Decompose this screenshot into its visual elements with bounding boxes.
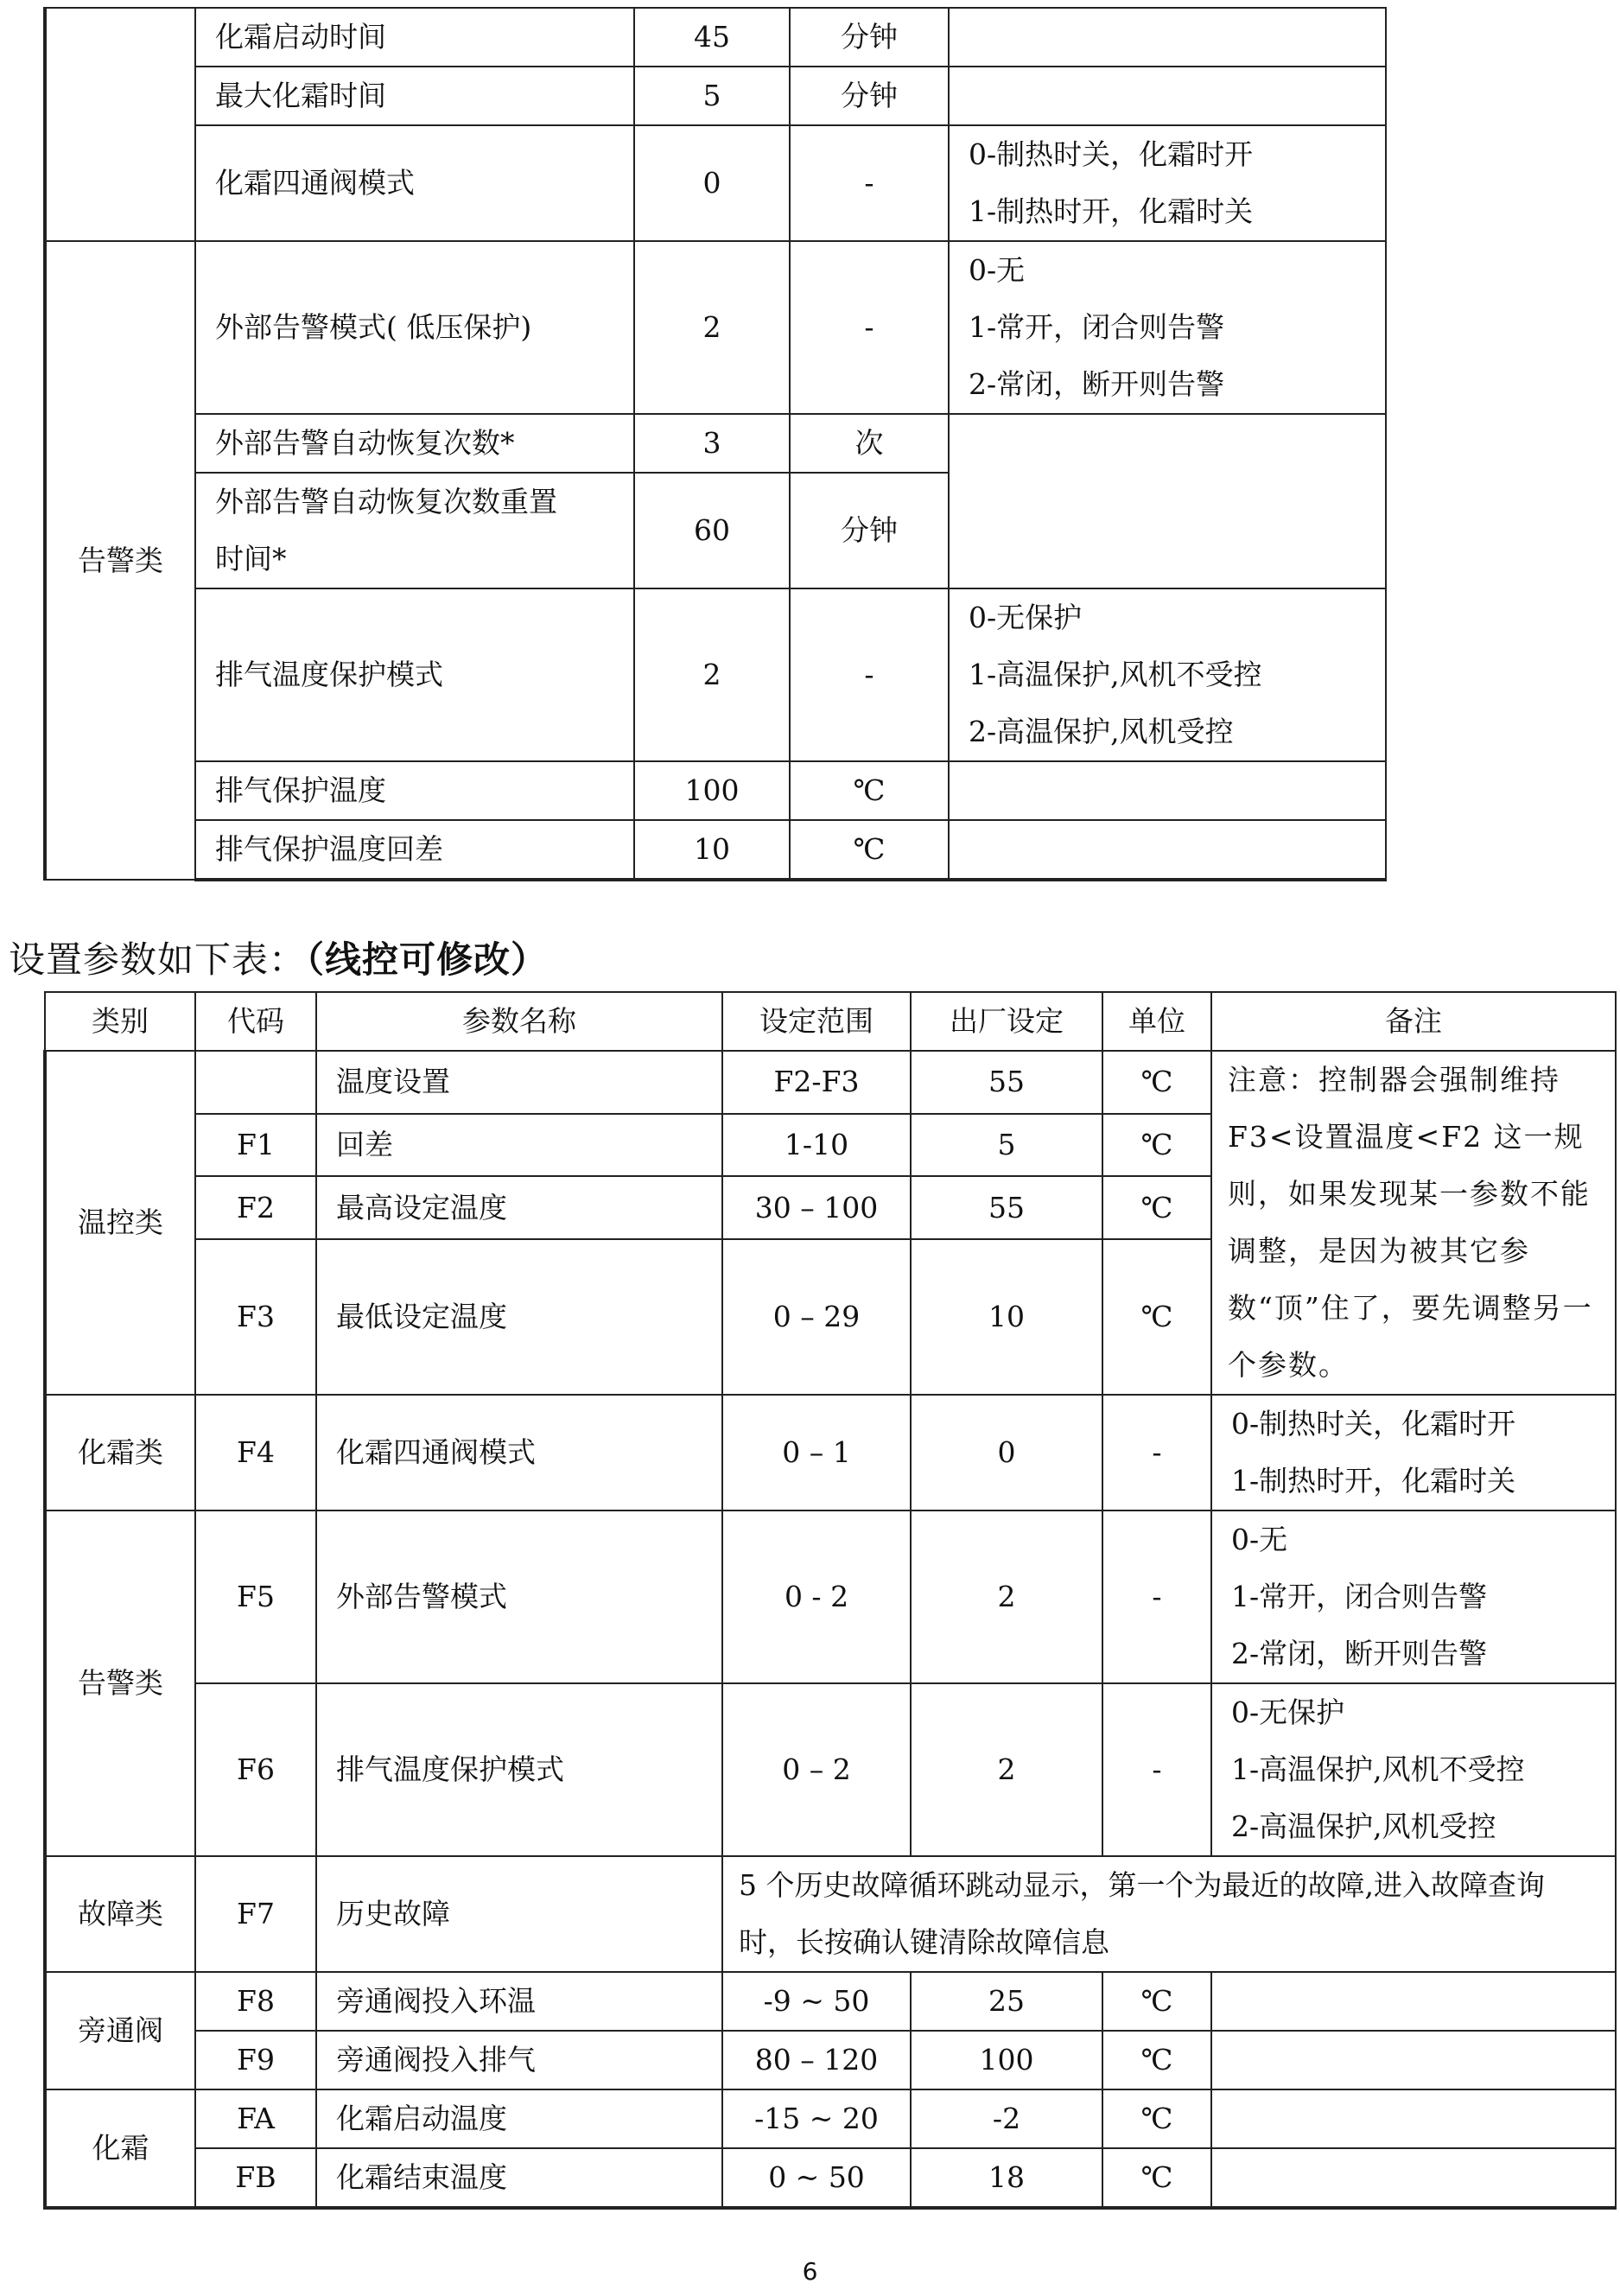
param-name: 旁通阀投入排气 bbox=[316, 2031, 722, 2089]
table-row bbox=[45, 1511, 1616, 1683]
param-value: 0 bbox=[634, 125, 790, 241]
param-value: 100 bbox=[634, 761, 790, 820]
note-line: 1-常开，闭合则告警 bbox=[1231, 1580, 1488, 1613]
param-note bbox=[949, 414, 1386, 588]
top-parameter-table bbox=[43, 7, 1387, 881]
param-unit: 分钟 bbox=[790, 67, 949, 125]
note-line: 0-无 bbox=[969, 253, 1026, 287]
note-line: 2-常闭，断开则告警 bbox=[1231, 1637, 1488, 1670]
param-note bbox=[1211, 2031, 1616, 2089]
param-unit: ℃ bbox=[1102, 1239, 1211, 1395]
table-row bbox=[45, 1683, 1616, 1856]
column-header: 参数名称 bbox=[316, 992, 722, 1051]
table-row bbox=[45, 1856, 1616, 1972]
page-number: 6 bbox=[802, 2257, 818, 2286]
note-line: 0-无 bbox=[1231, 1523, 1288, 1556]
note-line: 1-制热时开，化霜时关 bbox=[1231, 1464, 1516, 1498]
param-name: 最高设定温度 bbox=[316, 1176, 722, 1239]
param-note bbox=[949, 8, 1386, 67]
param-range: 30 – 100 bbox=[722, 1176, 911, 1239]
param-name: 化霜启动时间 bbox=[195, 8, 634, 67]
param-value: 45 bbox=[634, 8, 790, 67]
param-unit: 分钟 bbox=[790, 473, 949, 588]
note-line: 1-高温保护,风机不受控 bbox=[1231, 1752, 1525, 1786]
table-header-row bbox=[45, 992, 1616, 1051]
param-code: F5 bbox=[195, 1511, 316, 1683]
column-header: 设定范围 bbox=[722, 992, 911, 1051]
note-line: 0-无保护 bbox=[969, 601, 1083, 634]
param-range: 0 – 1 bbox=[722, 1395, 911, 1511]
param-value: 3 bbox=[634, 414, 790, 473]
param-value: 10 bbox=[634, 820, 790, 880]
param-unit: ℃ bbox=[790, 820, 949, 880]
param-unit: ℃ bbox=[1102, 1051, 1211, 1114]
param-unit: - bbox=[1102, 1511, 1211, 1683]
param-code: FB bbox=[195, 2148, 316, 2208]
table-row bbox=[45, 588, 1386, 761]
table-row bbox=[45, 8, 1386, 67]
param-unit: - bbox=[1102, 1683, 1211, 1856]
category-alarm: 告警类 bbox=[45, 241, 195, 880]
param-name bbox=[195, 473, 634, 588]
param-factory: 2 bbox=[911, 1511, 1102, 1683]
param-name: 排气保护温度回差 bbox=[195, 820, 634, 880]
heading-bold: （线控可修改） bbox=[306, 938, 549, 981]
table-row bbox=[45, 820, 1386, 880]
param-range: 1-10 bbox=[722, 1114, 911, 1177]
category-fault: 故障类 bbox=[45, 1856, 195, 1972]
settings-parameter-table bbox=[43, 991, 1617, 2210]
param-code: F8 bbox=[195, 1972, 316, 2031]
param-note bbox=[949, 761, 1386, 820]
param-factory: 18 bbox=[911, 2148, 1102, 2208]
param-factory: 100 bbox=[911, 2031, 1102, 2089]
param-code: F2 bbox=[195, 1176, 316, 1239]
note-line: 1-制热时开，化霜时关 bbox=[969, 194, 1254, 228]
category-alarm: 告警类 bbox=[45, 1511, 195, 1856]
param-name: 化霜结束温度 bbox=[316, 2148, 722, 2208]
param-note bbox=[1211, 2089, 1616, 2148]
param-unit: - bbox=[790, 125, 949, 241]
param-name: 化霜启动温度 bbox=[316, 2089, 722, 2148]
param-factory: 55 bbox=[911, 1051, 1102, 1114]
param-code: F9 bbox=[195, 2031, 316, 2089]
category-defrost: 化霜类 bbox=[45, 1395, 195, 1511]
table-row bbox=[45, 1972, 1616, 2031]
param-name: 排气温度保护模式 bbox=[195, 588, 634, 761]
param-name: 最大化霜时间 bbox=[195, 67, 634, 125]
param-factory: 25 bbox=[911, 1972, 1102, 2031]
note-line: 2-常闭，断开则告警 bbox=[969, 367, 1225, 401]
table-row bbox=[45, 2148, 1616, 2208]
table-row bbox=[45, 125, 1386, 241]
param-range: 0 – 29 bbox=[722, 1239, 911, 1395]
param-name: 最低设定温度 bbox=[316, 1239, 722, 1395]
section-heading bbox=[9, 932, 548, 983]
param-unit: ℃ bbox=[1102, 2148, 1211, 2208]
note-line: 0-无保护 bbox=[1231, 1695, 1345, 1729]
param-factory: 5 bbox=[911, 1114, 1102, 1177]
param-code: F6 bbox=[195, 1683, 316, 1856]
param-name: 历史故障 bbox=[316, 1856, 722, 1972]
param-name: 化霜四通阀模式 bbox=[195, 125, 634, 241]
category-bypass: 旁通阀 bbox=[45, 1972, 195, 2089]
note-line: 1-高温保护,风机不受控 bbox=[969, 658, 1262, 691]
table-row bbox=[45, 67, 1386, 125]
param-unit: ℃ bbox=[1102, 1114, 1211, 1177]
param-factory: 55 bbox=[911, 1176, 1102, 1239]
note-line: 2-高温保护,风机受控 bbox=[969, 715, 1234, 748]
param-value: 60 bbox=[634, 473, 790, 588]
param-factory: -2 bbox=[911, 2089, 1102, 2148]
name-line: 外部告警自动恢复次数重置 bbox=[215, 485, 557, 518]
param-value: 2 bbox=[634, 241, 790, 414]
param-name: 排气温度保护模式 bbox=[316, 1683, 722, 1856]
param-code: F3 bbox=[195, 1239, 316, 1395]
column-header: 出厂设定 bbox=[911, 992, 1102, 1051]
param-unit: - bbox=[1102, 1395, 1211, 1511]
param-code: FA bbox=[195, 2089, 316, 2148]
param-range: 0 – 2 bbox=[722, 1683, 911, 1856]
param-factory: 2 bbox=[911, 1683, 1102, 1856]
param-range: -9 ~ 50 bbox=[722, 1972, 911, 2031]
name-line: 时间* bbox=[215, 542, 287, 576]
param-range: F2-F3 bbox=[722, 1051, 911, 1114]
param-name: 回差 bbox=[316, 1114, 722, 1177]
param-unit: ℃ bbox=[1102, 2031, 1211, 2089]
param-note bbox=[1211, 1972, 1616, 2031]
param-code bbox=[195, 1051, 316, 1114]
param-note bbox=[949, 588, 1386, 761]
param-note bbox=[1211, 2148, 1616, 2208]
param-name: 化霜四通阀模式 bbox=[316, 1395, 722, 1511]
table-row bbox=[45, 1051, 1616, 1114]
table-row bbox=[45, 2031, 1616, 2089]
param-code: F1 bbox=[195, 1114, 316, 1177]
param-unit: - bbox=[790, 241, 949, 414]
param-factory: 0 bbox=[911, 1395, 1102, 1511]
param-note bbox=[949, 125, 1386, 241]
column-header: 备注 bbox=[1211, 992, 1616, 1051]
param-unit: - bbox=[790, 588, 949, 761]
param-unit: ℃ bbox=[1102, 1176, 1211, 1239]
param-factory: 10 bbox=[911, 1239, 1102, 1395]
param-note bbox=[1211, 1395, 1616, 1511]
heading-prefix: 设置参数如下表： bbox=[9, 938, 307, 981]
category-temp: 温控类 bbox=[45, 1051, 195, 1395]
note-line: 2-高温保护,风机受控 bbox=[1231, 1809, 1496, 1843]
param-value: 5 bbox=[634, 67, 790, 125]
table-row bbox=[45, 761, 1386, 820]
category-defrost-temp: 化霜 bbox=[45, 2089, 195, 2208]
param-range: 80 – 120 bbox=[722, 2031, 911, 2089]
fault-note: 5 个历史故障循环跳动显示，第一个为最近的故障,进入故障查询时，长按确认键清除故障信息 bbox=[722, 1856, 1616, 1972]
param-unit: ℃ bbox=[1102, 1972, 1211, 2031]
column-header: 类别 bbox=[45, 992, 195, 1051]
param-unit: 次 bbox=[790, 414, 949, 473]
param-unit: ℃ bbox=[1102, 2089, 1211, 2148]
category-cell-empty bbox=[45, 8, 195, 241]
table-row bbox=[45, 1395, 1616, 1511]
param-code: F4 bbox=[195, 1395, 316, 1511]
column-header: 单位 bbox=[1102, 992, 1211, 1051]
table-row bbox=[45, 414, 1386, 473]
param-code: F7 bbox=[195, 1856, 316, 1972]
param-note bbox=[1211, 1683, 1616, 1856]
table-row bbox=[45, 2089, 1616, 2148]
param-note bbox=[1211, 1511, 1616, 1683]
param-name: 排气保护温度 bbox=[195, 761, 634, 820]
param-name: 外部告警模式 bbox=[316, 1511, 722, 1683]
param-value: 2 bbox=[634, 588, 790, 761]
temp-note: 注意：控制器会强制维持F3<设置温度<F2 这一规则，如果发现某一参数不能调整，是因为被其它参数“顶”住了，要先调整另一个参数。 bbox=[1211, 1051, 1616, 1395]
param-name: 外部告警模式( 低压保护) bbox=[195, 241, 634, 414]
note-line: 1-常开，闭合则告警 bbox=[969, 310, 1225, 344]
param-range: -15 ~ 20 bbox=[722, 2089, 911, 2148]
param-unit: 分钟 bbox=[790, 8, 949, 67]
param-range: 0 - 2 bbox=[722, 1511, 911, 1683]
param-name: 温度设置 bbox=[316, 1051, 722, 1114]
param-unit: ℃ bbox=[790, 761, 949, 820]
param-name: 旁通阀投入环温 bbox=[316, 1972, 722, 2031]
param-note bbox=[949, 241, 1386, 414]
note-line: 0-制热时关，化霜时开 bbox=[969, 137, 1254, 171]
param-note bbox=[949, 67, 1386, 125]
note-line: 0-制热时关，化霜时开 bbox=[1231, 1407, 1516, 1441]
param-note bbox=[949, 820, 1386, 880]
param-range: 0 ~ 50 bbox=[722, 2148, 911, 2208]
param-name: 外部告警自动恢复次数* bbox=[195, 414, 634, 473]
column-header: 代码 bbox=[195, 992, 316, 1051]
table-row bbox=[45, 241, 1386, 414]
